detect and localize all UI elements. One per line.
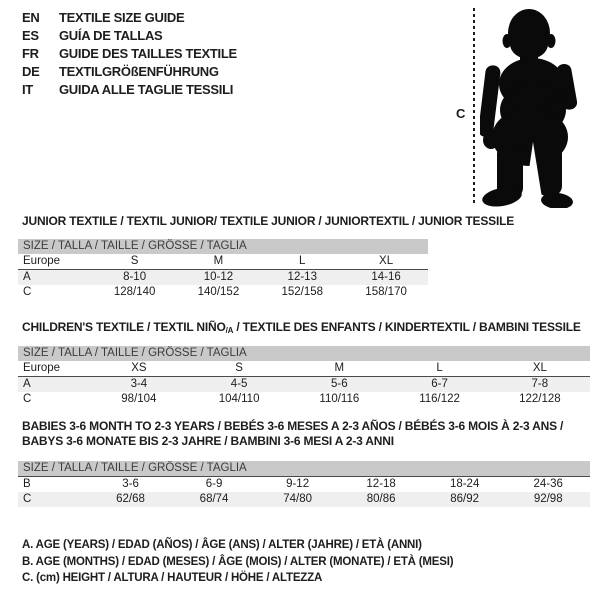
baby-silhouette-image [480,6,600,208]
row-label: B [18,477,89,493]
table-row [18,361,590,377]
babies-title-line1: BABIES 3-6 MONTH TO 2-3 YEARS / BEBÉS 3-6 MESES A 2-3 AÑOS / BÉBÉS 3-6 MOIS À 2-3 ANS / [22,419,564,433]
language-row [22,27,237,45]
size-header-bar: SIZE / TALLA / TAILLE / GRÖSSE / TAGLIA [18,346,590,361]
size-cell: 158/170 [365,286,407,298]
size-cell: 7-8 [490,377,590,393]
size-table [18,361,590,407]
language-title-list [22,9,237,99]
size-cell: 104/110 [218,393,260,405]
note-height-cm: C. (cm) HEIGHT / ALTURA / HAUTEUR / HÖHE / ALTEZZA [22,572,323,584]
row-label: C [23,393,32,405]
size-cell: 6-9 [172,477,256,493]
height-measure-dashed-line [473,8,475,206]
guide-title: TEXTILE SIZE GUIDE [59,10,185,25]
row-label: C [23,493,32,505]
size-cell: S [130,255,139,267]
table-row [18,392,590,407]
size-cell: 62/68 [116,493,145,505]
size-cell: 68/74 [199,493,229,505]
table-row [18,270,428,286]
language-code: FR [22,46,39,61]
size-cell: 8-10 [93,270,177,286]
size-cell: 80/86 [366,493,396,505]
size-header-bar: SIZE / TALLA / TAILLE / GRÖSSE / TAGLIA [18,239,428,254]
size-cell: M [213,255,224,267]
size-cell: 74/80 [283,493,312,505]
size-cell: 12-18 [339,477,423,493]
language-code: EN [22,10,40,25]
guide-title: GUIDE DES TAILLES TEXTILE [59,46,237,61]
children-size-table [18,346,590,407]
row-label: Europe [23,362,61,374]
size-cell: 92/98 [533,493,563,505]
size-cell: 122/128 [519,393,561,405]
size-cell: 9-12 [256,477,340,493]
guide-title: GUIDA ALLE TAGLIE TESSILI [59,82,234,97]
size-cell: L [299,255,306,267]
note-age-months: B. AGE (MONTHS) / EDAD (MESES) / ÂGE (MOIS) / ALTER (MONATE) / ETÀ (MESI) [22,555,454,568]
size-cell: XL [532,362,547,374]
junior-section-title: JUNIOR TEXTILE / TEXTIL JUNIOR/ TEXTILE JUNIOR / JUNIORTEXTIL / JUNIOR TESSILE [22,214,515,228]
size-cell: 14-16 [344,270,428,286]
size-cell: 5-6 [289,377,389,393]
size-cell: 3-4 [89,377,189,393]
children-section-title: CHILDREN'S TEXTILE / TEXTIL NIÑO/A / TEXTILE DES ENFANTS / KINDERTEXTIL / BAMBINI TESSILE [22,320,581,335]
size-cell: 4-5 [189,377,289,393]
table-row [18,477,590,493]
size-cell: 116/122 [419,393,460,405]
row-label: Europe [23,255,61,267]
table-row [18,492,590,507]
babies-title-line2: BABYS 3-6 MONATE BIS 2-3 JAHRE / BAMBINI 3-6 MESI A 2-3 ANNI [22,434,394,448]
row-label: A [18,270,93,286]
language-code: ES [22,28,39,43]
size-cell: XS [131,362,147,374]
language-row [22,81,237,99]
table-row [18,254,428,270]
guide-title: TEXTILGRÖßENFÜHRUNG [59,64,219,79]
size-cell: M [334,362,345,374]
language-row [22,45,237,63]
guide-title: GUÍA DE TALLAS [59,28,163,43]
size-cell: XL [379,255,394,267]
legend-notes [22,537,453,587]
size-cell: 110/116 [319,393,360,405]
size-cell: 86/92 [450,493,480,505]
size-cell: 10-12 [177,270,261,286]
size-cell: L [436,362,443,374]
note-age-years: A. AGE (YEARS) / EDAD (AÑOS) / ÂGE (ANS) / ALTER (JAHRE) / ETÀ (ANNI) [22,539,422,551]
size-cell: 152/158 [281,286,324,298]
size-cell: 140/152 [197,286,240,298]
table-row [18,377,590,393]
language-row [22,63,237,81]
row-label: C [23,286,32,298]
row-label: A [18,377,89,393]
size-cell: 128/140 [113,286,156,298]
size-cell: 12-13 [260,270,344,286]
language-code: DE [22,64,40,79]
size-cell: 24-36 [506,477,590,493]
size-header-bar: SIZE / TALLA / TAILLE / GRÖSSE / TAGLIA [18,461,590,476]
size-cell: 3-6 [89,477,173,493]
size-cell: S [235,362,243,374]
size-cell: 6-7 [389,377,489,393]
size-cell: 18-24 [423,477,507,493]
babies-section-title [22,419,563,449]
babies-size-table [18,461,590,507]
size-table [18,476,590,507]
table-row [18,285,428,300]
height-measure-label: C [456,106,466,121]
language-row [22,9,237,27]
size-cell: 98/104 [121,393,157,405]
size-table [18,254,428,300]
language-code: IT [22,82,33,97]
junior-size-table [18,239,428,300]
